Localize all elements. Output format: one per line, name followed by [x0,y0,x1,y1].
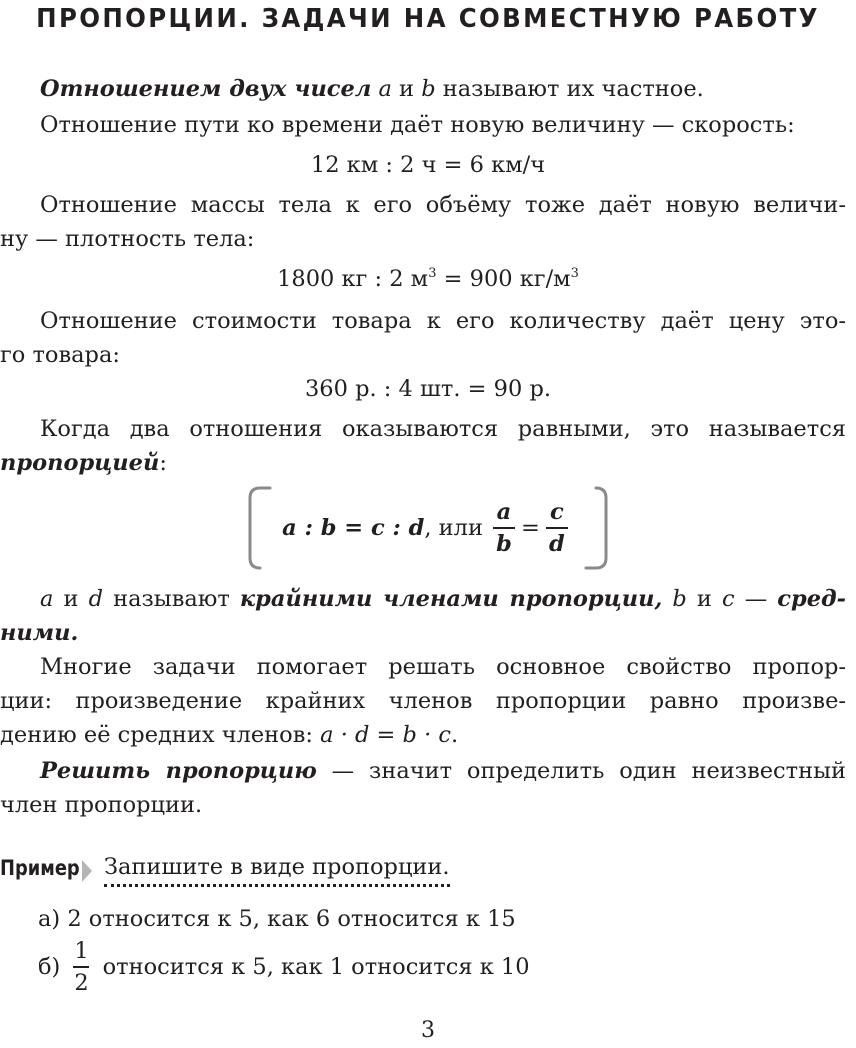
exponent: 3 [570,266,579,281]
paragraph-property-line2: ции: произведение крайних членов пропорции равно произве- [0,688,846,714]
formula-density-left: 1800 кг : 2 м [277,266,429,292]
conj-and: и [63,586,79,612]
exponent: 3 [428,266,437,281]
paragraph-speed: Отношение пути ко времени даёт новую величину — скорость: [40,112,795,138]
paragraph-proportion-line2 [0,448,856,478]
var-b: b [421,76,436,102]
item-b-text: относится к 5, как 1 относится к 10 [102,954,530,980]
term-means-part2: ними. [0,620,79,646]
paragraph-density-line1: Отношение массы тела к его объёму тоже даёт новую величи- [40,192,846,218]
example-task: Запишите в виде пропорции. [104,852,450,887]
term-ratio: Отношением двух чисел [40,76,372,102]
conj-and: и [399,76,415,102]
denominator: 2 [74,970,89,996]
var-d: d [88,586,104,612]
denominator: b [496,531,512,557]
fraction-one-half [73,936,89,998]
formula-density [0,264,856,294]
paragraph-proportion-line1: Когда два отношения оказываются равными, это называется [40,416,846,442]
var-b: b [672,586,687,612]
paragraph-property-line3 [0,720,856,750]
paragraph-solve-line2: член пропорции. [0,792,203,818]
formula-price: 360 р. : 4 шт. = 90 р. [304,376,552,402]
proportion-formula [246,484,610,572]
fraction-c-over-d [546,497,568,559]
called-text: называют [113,586,230,612]
denominator: d [548,531,565,557]
property-formula: a · d = b · c [320,722,452,748]
example-label: Пример [0,856,80,880]
definition-rest: называют их частное. [442,76,704,102]
paragraph-price-line1: Отношение стоимости товара к его количеству даёт цену это- [40,308,846,334]
paragraph-terms-line1 [0,584,846,614]
formula-density-right: = 900 кг/м [436,266,571,292]
numerator: a [496,499,512,525]
paragraph-property-line1: Многие задачи помогает решать основное свойство пропор- [40,654,846,680]
term-proportion: пропорцией [0,450,160,476]
property-text: дению её средних членов: [0,722,313,748]
var-c: c [721,586,735,612]
page-title: ПРОПОРЦИИ. ЗАДАЧИ НА СОВМЕСТНУЮ РАБОТУ [36,4,820,34]
paragraph-density-line2: ну — плотность тела: [0,226,255,252]
proportion-colon-form: a : b = c : d [282,515,425,541]
example-arrow-icon [80,858,94,884]
or-text: , или [424,515,483,541]
equals-sign: = [520,515,540,541]
conj-and: и [696,586,712,612]
numerator: 1 [74,938,89,964]
var-a: a [378,76,392,102]
item-b-prefix: б) [38,954,61,980]
proportion-formula-box [246,484,610,572]
fraction-a-over-b [493,497,515,559]
var-a: a [40,586,54,612]
colon: : [159,450,167,476]
paragraph-solve-line1 [0,756,846,786]
page-number: 3 [421,1018,435,1043]
example-item-b [38,936,856,1002]
solve-definition: — значит определить один неизвестный [331,758,847,784]
example-item-a: а) 2 относится к 5, как 6 относится к 15 [38,906,516,932]
dash: — [744,586,768,612]
numerator: c [549,499,564,525]
period: . [451,722,459,748]
term-extremes: крайними членами пропорции, [239,586,663,612]
formula-speed: 12 км : 2 ч = 6 км/ч [310,152,546,178]
term-means-part1: сред- [777,586,847,612]
paragraph-price-line2: го товара: [0,342,120,368]
definition-ratio [0,74,856,104]
paragraph-terms-line2 [0,618,856,648]
term-solve-proportion: Решить пропорцию [40,758,317,784]
